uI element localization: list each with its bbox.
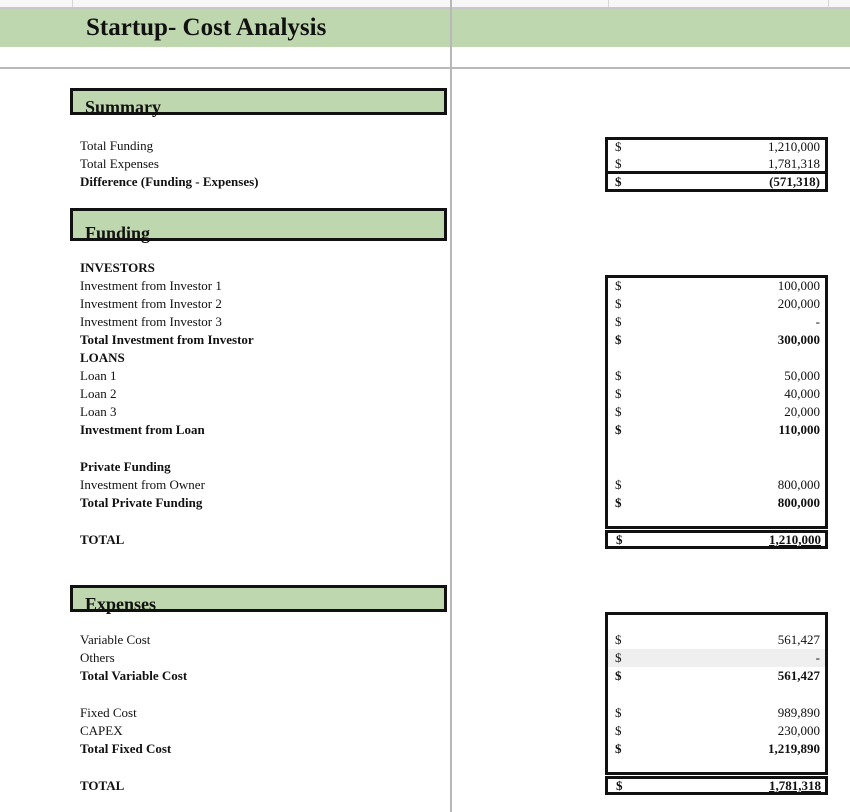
fixed-total-value[interactable]: $ 1,219,890 [615,741,820,756]
grid-line [72,0,73,7]
funding-total-label[interactable]: TOTAL [80,532,125,547]
investor-2-value[interactable]: $ 200,000 [615,296,820,311]
expenses-heading-cell[interactable] [70,585,447,612]
investors-total-label[interactable]: Total Investment from Investor [80,332,254,347]
row-divider [0,67,850,69]
variable-total-label[interactable]: Total Variable Cost [80,668,188,683]
expenses-total-label[interactable]: TOTAL [80,778,125,793]
fixed-cost-label[interactable]: Fixed Cost [80,705,137,720]
summary-value-total-funding[interactable]: $ 1,210,000 [615,139,820,154]
private-total-label[interactable]: Total Private Funding [80,495,203,510]
loan-3-label[interactable]: Loan 3 [80,404,117,419]
expenses-total-value[interactable]: $ 1,781,318 [605,776,828,795]
owner-investment-label[interactable]: Investment from Owner [80,477,205,492]
variable-cost-label[interactable]: Variable Cost [80,632,151,647]
funding-heading-cell[interactable] [70,208,447,241]
loan-2-label[interactable]: Loan 2 [80,386,117,401]
summary-heading: Summary [85,97,161,117]
variable-total-value[interactable]: $ 561,427 [615,668,820,683]
fixed-total-label[interactable]: Total Fixed Cost [80,741,172,756]
investor-2-label[interactable]: Investment from Investor 2 [80,296,222,311]
loan-2-value[interactable]: $ 40,000 [615,386,820,401]
page-title[interactable]: Startup- Cost Analysis [86,14,327,41]
loans-label[interactable]: LOANS [80,350,125,365]
private-funding-label[interactable]: Private Funding [80,459,171,474]
summary-value-total-expenses[interactable]: $ 1,781,318 [615,156,820,171]
expenses-heading: Expenses [85,594,157,614]
investor-3-label[interactable]: Investment from Investor 3 [80,314,222,329]
column-divider [450,0,452,812]
investors-label[interactable]: INVESTORS [80,260,155,275]
variable-cost-value[interactable]: $ 561,427 [615,632,820,647]
summary-label-difference[interactable]: Difference (Funding - Expenses) [80,174,259,189]
funding-total-value[interactable]: $ 1,210,000 [605,530,828,549]
summary-heading-cell[interactable] [70,88,447,115]
others-label[interactable]: Others [80,650,115,665]
owner-investment-value[interactable]: $ 800,000 [615,477,820,492]
loans-total-label[interactable]: Investment from Loan [80,422,205,437]
summary-value-difference[interactable]: $ (571,318) [615,174,820,189]
capex-label[interactable]: CAPEX [80,723,123,738]
investors-total-value[interactable]: $ 300,000 [615,332,820,347]
investor-1-label[interactable]: Investment from Investor 1 [80,278,222,293]
others-value[interactable]: $ - [608,649,825,667]
grid-line [608,0,609,7]
loan-1-label[interactable]: Loan 1 [80,368,117,383]
loans-total-value[interactable]: $ 110,000 [615,422,820,437]
capex-value[interactable]: $ 230,000 [615,723,820,738]
private-total-value[interactable]: $ 800,000 [615,495,820,510]
summary-label-total-expenses[interactable]: Total Expenses [80,156,159,171]
investor-3-value[interactable]: $ - [615,314,820,329]
loan-1-value[interactable]: $ 50,000 [615,368,820,383]
grid-line [828,0,829,7]
investor-1-value[interactable]: $ 100,000 [615,278,820,293]
column-header-strip [0,0,850,9]
fixed-cost-value[interactable]: $ 989,890 [615,705,820,720]
loan-3-value[interactable]: $ 20,000 [615,404,820,419]
funding-heading: Funding [85,223,151,243]
summary-label-total-funding[interactable]: Total Funding [80,138,154,153]
